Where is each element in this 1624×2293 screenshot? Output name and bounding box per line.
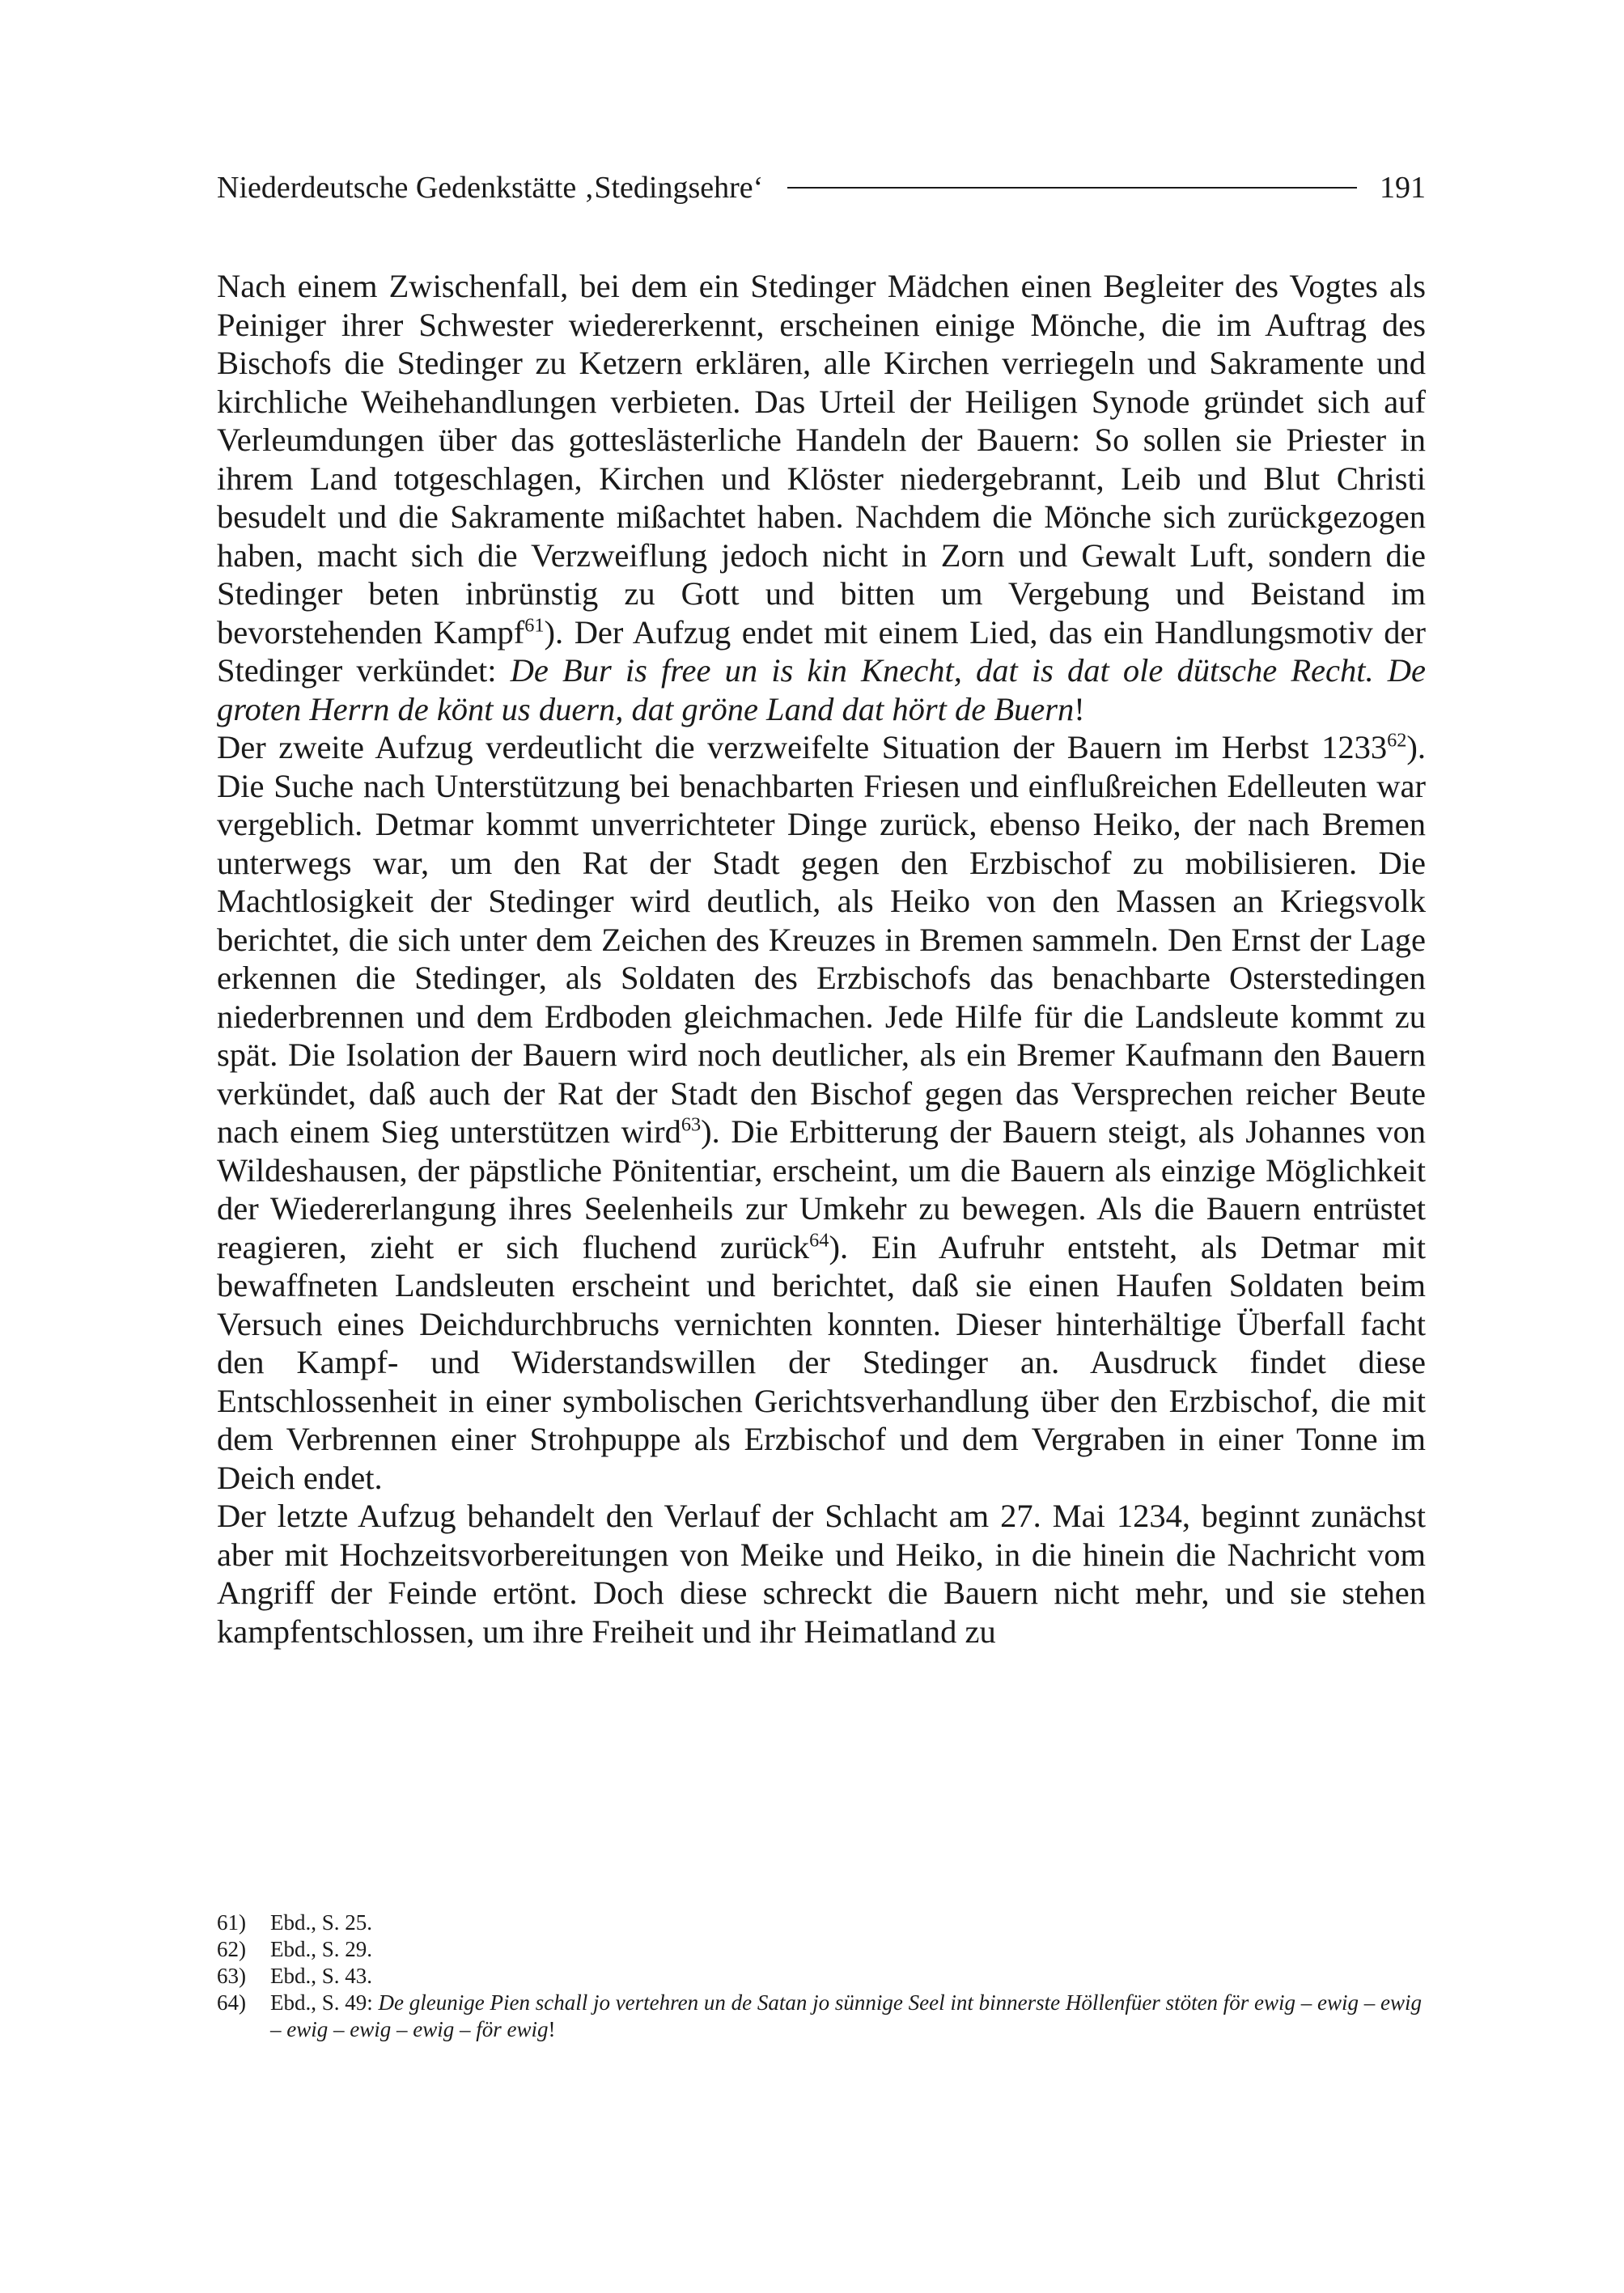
footnote-text: Ebd., S. 49: bbox=[270, 1990, 379, 2015]
running-title: Niederdeutsche Gedenkstätte ‚Stedingsehre‘ bbox=[217, 171, 764, 205]
footnote-ref: 63 bbox=[681, 1113, 702, 1136]
text-run: Der zweite Aufzug verdeutlicht die verzweifelte Situation der Bauern im Herbst 1233 bbox=[217, 729, 1388, 765]
footnote-text: Ebd., S. 43. bbox=[270, 1964, 373, 1988]
footnote-text: Ebd., S. 25. bbox=[270, 1910, 373, 1935]
footnote-text-block bbox=[270, 1990, 1426, 2043]
footnote-62 bbox=[217, 1936, 1426, 1963]
footnote-text: Ebd., S. 29. bbox=[270, 1937, 373, 1961]
paragraph-1 bbox=[217, 267, 1426, 728]
body-text bbox=[217, 267, 1426, 1651]
footnote-quote: De gleunige Pien schall jo vertehren un de Satan jo sünnige Seel int binnerste Höllenfüer stöten för ewig – ewig – ewig – ewig – ewig – ewig – för ewig bbox=[270, 1990, 1423, 2041]
footnote-number: 62) bbox=[217, 1937, 246, 1961]
text-run: ! bbox=[1074, 690, 1085, 727]
footnote-ref: 62 bbox=[1387, 729, 1407, 752]
footnote-ref: 61 bbox=[524, 614, 545, 636]
text-run: Der letzte Aufzug behandelt den Verlauf der Schlacht am 27. Mai 1234, beginnt zunächst aber mit Hochzeitsvorbereitungen von Meike und Heiko, in die hinein die Nachricht vom Angriff der Feinde ertönt. Doch diese schreckt die Bauern nicht mehr, und sie stehen kampfentschlossen, um ihre Freiheit und ihr Heimatland zu bbox=[217, 1498, 1426, 1650]
paragraph-2 bbox=[217, 728, 1426, 1497]
footnote-63 bbox=[217, 1963, 1426, 1990]
header-rule bbox=[787, 187, 1357, 189]
running-header bbox=[217, 167, 1426, 209]
footnote-ref: 64 bbox=[809, 1229, 829, 1251]
text-run: ). Die Suche nach Unterstützung bei benachbarten Friesen und einflußreichen Edelleuten war vergeblich. Detmar kommt unverrichteter Dinge zurück, ebenso Heiko, der nach Bremen unterwegs war, um den Rat der Stadt gegen den Erzbischof zu mobilisieren. Die Machtlosigkeit der Stedinger wird deutlich, als Heiko von den Massen an Kriegsvolk berichtet, die sich unter dem Zeichen des Kreuzes in Bremen sammeln. Den Ernst der Lage erkennen die Stedinger, als Soldaten des Erzbischofs das benachbarte Osterstedingen niederbrennen und dem Erdboden gleichmachen. Jede Hilfe für die Landsleute kommt zu spät. Die Isolation der Bauern wird noch deutlicher, als ein Bremer Kaufmann den Bauern verkündet, daß auch der Rat der Stadt den Bischof gegen das Versprechen reicher Beute nach einem Sieg unterstützen wird bbox=[217, 729, 1426, 1150]
footnotes bbox=[217, 1909, 1426, 2043]
text-run: ). Der Aufzug endet mit einem Lied, das ein Handlungsmotiv der Stedinger verkündet: bbox=[217, 613, 1426, 689]
text-run: ). Ein Aufruhr entsteht, als Detmar mit bewaffneten Landsleuten erscheint und berichtet, daß sie einen Haufen Soldaten beim Versuch eines Deichdurchbruchs vernichten konnten. Dieser hinterhältige Überfall facht den Kampf- und Widerstandswillen der Stedinger an. Ausdruck findet diese Entschlossenheit in einer symbolischen Gerichtsverhandlung über den Erzbischof, die mit dem Verbrennen einer Strohpuppe als Erzbischof und dem Vergraben in einer Tonne im Deich endet. bbox=[217, 1228, 1426, 1496]
footnote-text-end: ! bbox=[548, 2017, 556, 2041]
paragraph-3 bbox=[217, 1497, 1426, 1651]
page-number: 191 bbox=[1380, 171, 1426, 205]
footnote-number: 63) bbox=[217, 1964, 246, 1988]
footnote-61 bbox=[217, 1909, 1426, 1936]
footnote-number: 64) bbox=[217, 1990, 246, 2015]
text-run: Nach einem Zwischenfall, bei dem ein Stedinger Mädchen einen Begleiter des Vogtes als Peiniger ihrer Schwester wiedererkennt, erscheinen einige Mönche, die im Auftrag des Bischofs die Stedinger zu Ketzern erklären, alle Kirchen verriegeln und Sakramente und kirchliche Weihehandlungen verbieten. Das Urteil der Heiligen Synode gründet sich auf Verleumdungen über das gotteslästerliche Handeln der Bauern: So sollen sie Priester in ihrem Land totgeschlagen, Kirchen und Klöster niedergebrannt, Leib und Blut Christi besudelt und die Sakramente mißachtet haben. Nachdem die Mönche sich zurückgezogen haben, macht sich die Verzweiflung jedoch nicht in Zorn und Gewalt Luft, sondern die Stedinger beten inbrünstig zu Gott und bitten um Vergebung und Beistand im bevorstehenden Kampf bbox=[217, 268, 1426, 651]
text-run: ). Die Erbitterung der Bauern steigt, als Johannes von Wildeshausen, der päpstliche Pönitentiar, erscheint, um die Bauern als einzige Möglichkeit der Wiedererlangung ihres Seelenheils zur Umkehr zu bewegen. Als die Bauern entrüstet reagieren, zieht er sich fluchend zurück bbox=[217, 1113, 1426, 1265]
footnote-64 bbox=[217, 1990, 1426, 2043]
song-quote: De Bur is free un is kin Knecht, dat is dat ole dütsche Recht. De groten Herrn de könt us duern, dat gröne Land dat hört de Buern bbox=[217, 652, 1426, 727]
footnote-number: 61) bbox=[217, 1910, 246, 1935]
